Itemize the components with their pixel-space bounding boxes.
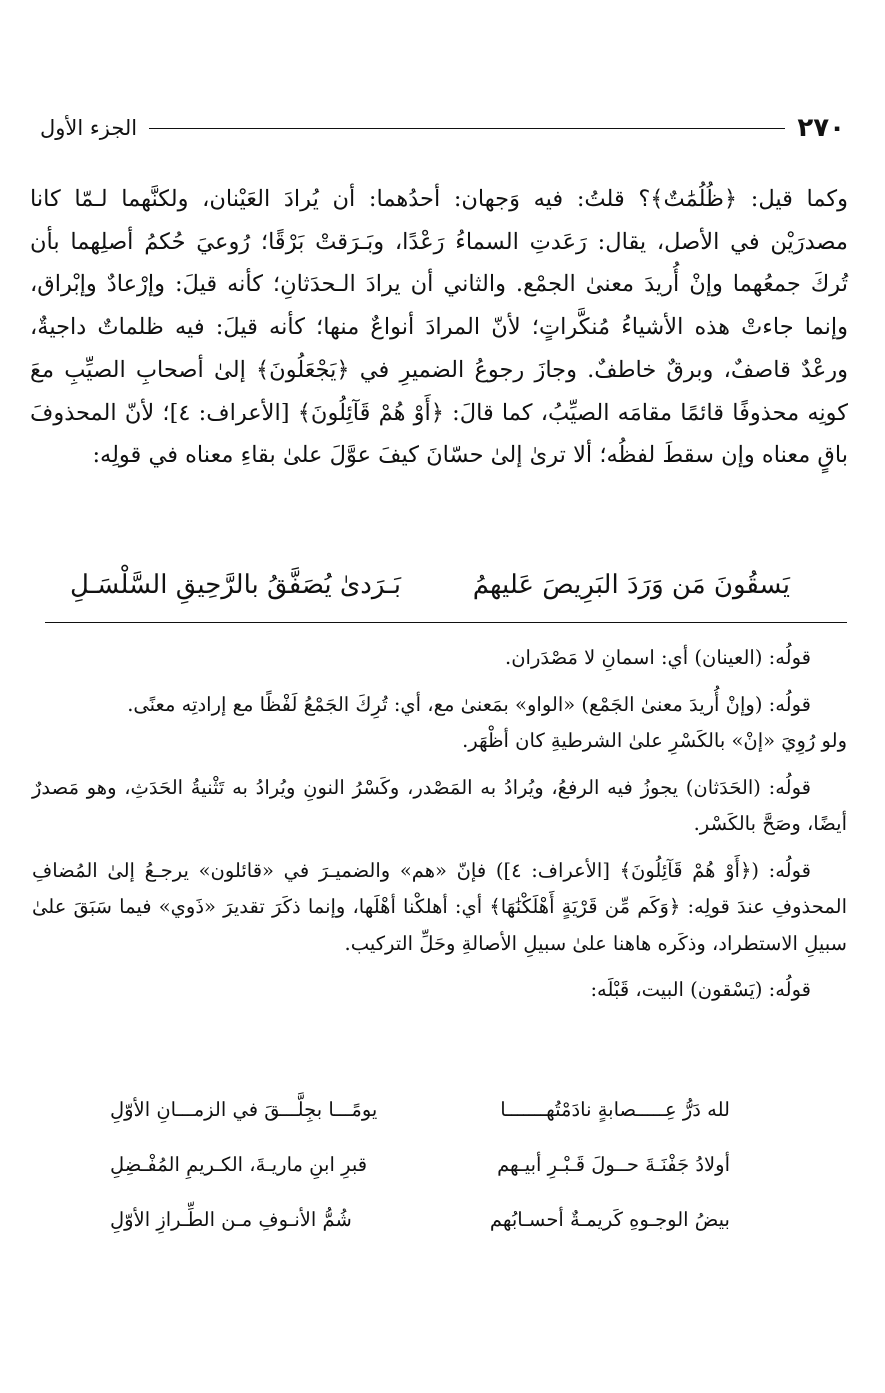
notes-poem <box>110 1082 730 1247</box>
main-text <box>30 178 848 477</box>
note-item: قولُه: (وإنْ أُريدَ معنىٰ الجَمْع) «الواو» بمَعنىٰ مع، أي: تُرِكَ الجَمْعُ لَفْظًا مع إرادتِه معنًى. <box>127 692 811 716</box>
header-rule <box>149 128 785 129</box>
poem-hemistich-left: يومًـــا بجِلَّـــقَ في الزمـــانِ الأوّلِ <box>110 1098 378 1121</box>
footnote-separator <box>45 622 847 623</box>
commentary-notes <box>32 640 847 1019</box>
poem-line <box>110 1192 730 1247</box>
note-item: قولُه: (الحَدَثان) يجوزُ فيه الرفعُ، ويُرادُ به المَصْدر، وكَسْرُ النونِ ويُرادُ به تَثْنيةُ الحَدَثِ، وهو مَصدرٌ أيضًا، وصَحَّ بالكَسْر. <box>32 775 847 835</box>
page-number: ٢٧٠ <box>797 113 845 143</box>
note-item: قولُه: (يَسْقون) البيت، قَبْلَه: <box>590 978 811 1001</box>
poem-hemistich-left: قبرِ ابنِ ماريـةَ، الكـريمِ المُفْـضِلِ <box>110 1153 368 1176</box>
note-item: قولُه: (﴿أَوْ هُمْ قَآئِلُونَ﴾ [الأعراف: ٤]) فإنّ «هم» والضميـرَ في «قائلون» يرجـعُ إلىٰ المُضافِ المحذوفِ عندَ قولِه: ﴿وَكَم مِّن قَرْيَةٍ أَهْلَكْنَٰهَا﴾ أي: أهلكْنا أهْلَها، وإنما ذكَرَ تقديرَ «ذَوي» فيما سَبَقَ علىٰ سبيلِ الاستطراد، وذكَره هاهنا علىٰ سبيلِ الأصالةِ وحَلِّ التركيب. <box>32 858 847 955</box>
main-paragraph: وكما قيل: ﴿ظُلُمَٰتٌ﴾؟ قلتُ: فيه وَجهان: أحدُهما: أن يُرادَ العَيْنان، ولكنَّهما لـمّا كانا مصدرَيْن في الأصل، يقال: رَعَدتِ السماءُ رَعْدًا، وبَـرَقتْ بَرْقًا؛ رُوعيَ حُكمُ أصلِهما بأن تُركَ جمعُهما وإنْ أُريدَ معنىٰ الجمْع. والثاني أن يرادَ الـحدَثانِ؛ كأنه قيلَ: وإرْعادٌ وإبْراق، وإنما جاءتْ هذه الأشياءُ مُنكَّراتٍ؛ لأنّ المرادَ أنواعٌ منها؛ كأنه قيلَ: فيه ظلماتٌ داجيةٌ، ورعْدٌ قاصفٌ، وبرقٌ خاطفٌ. وجازَ رجوعُ الضميرِ في ﴿يَجْعَلُونَ﴾ إلىٰ أصحابِ الصيِّبِ معَ كونِه محذوفًا قائمًا مقامَه الصيِّبُ، كما قالَ: ﴿أَوْ هُمْ قَآئِلُونَ﴾ [الأعراف: ٤]؛ لأنّ المحذوفَ باقٍ معناه وإن سقطَ لفظُه؛ ألا ترىٰ إلىٰ حسّانَ كيفَ عوَّلَ علىٰ بقاءِ معناه في قولِه: <box>30 186 848 469</box>
page-header <box>40 108 845 148</box>
poem-line <box>110 1082 730 1137</box>
poem-line <box>110 1137 730 1192</box>
poem-hemistich-right: أولادُ جَفْنَـةَ حــولَ قَـبْـرِ أبيـهم <box>497 1153 730 1176</box>
note-item: قولُه: (العينان) أي: اسمانِ لا مَصْدَران. <box>505 646 811 669</box>
verse-second-half: بَـرَدىٰ يُصَفَّقُ بالرَّحِيقِ السَّلْسَـلِ <box>70 570 402 600</box>
header-title: الجزء الأول <box>40 116 138 140</box>
verse-first-half: يَسقُونَ مَن وَرَدَ البَرِيصَ عَليهمُ <box>472 570 790 600</box>
poem-hemistich-left: شُمُّ الأنـوفِ مـن الطِّـرازِ الأوّلِ <box>110 1208 352 1231</box>
poem-hemistich-right: بيضُ الوجـوهِ كَريمـةٌ أحسـابُهم <box>489 1208 730 1231</box>
poem-hemistich-right: لله دَرُّ عِـــــصابةٍ نادَمْتُهـــــــا <box>500 1098 730 1121</box>
main-verse <box>70 560 790 610</box>
note-item-continuation: ولو رُوِيَ «إنْ» بالكَسْرِ علىٰ الشرطيةِ كان أظْهَر. <box>462 729 847 752</box>
